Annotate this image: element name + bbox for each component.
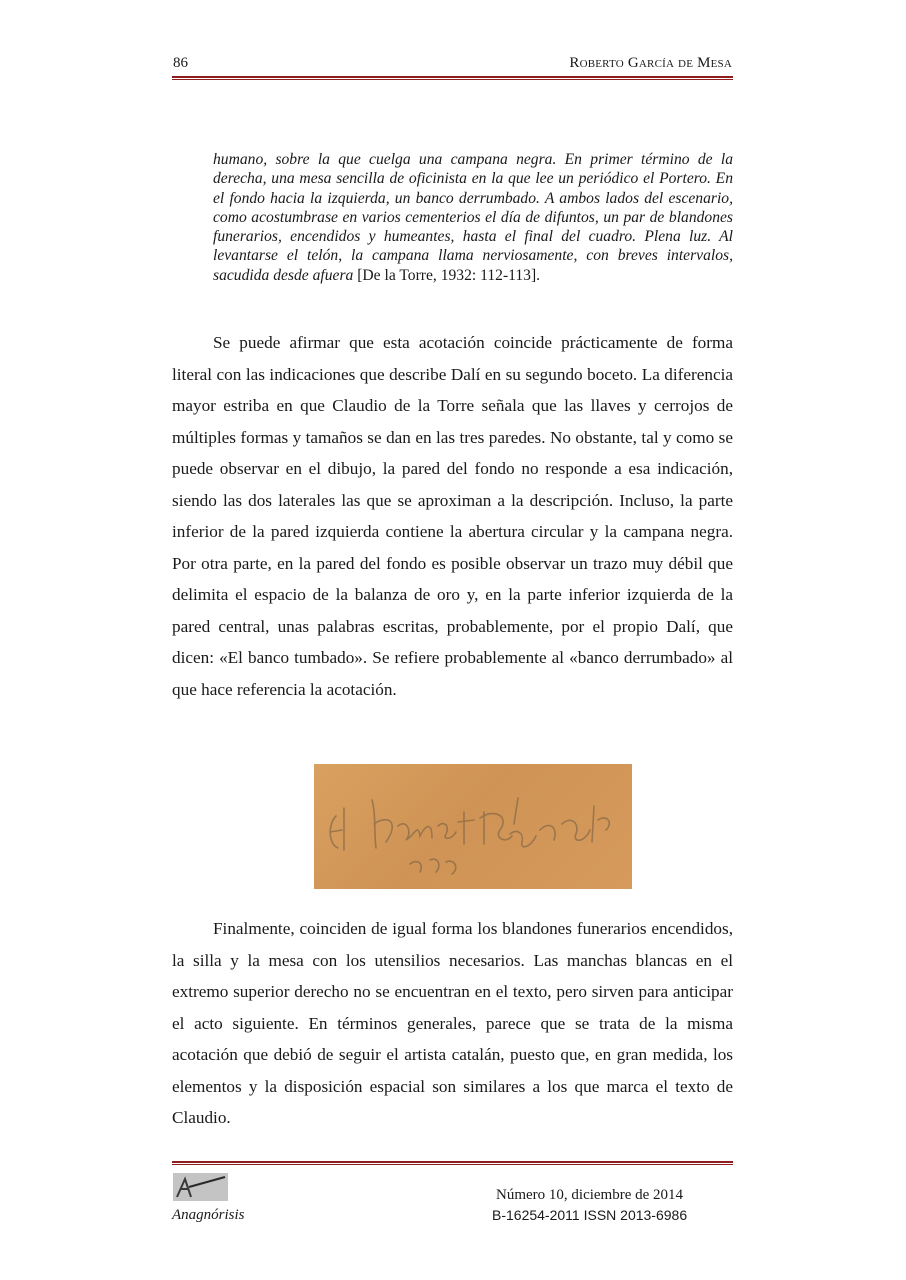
issue-info: Número 10, diciembre de 2014 xyxy=(496,1187,684,1203)
header-rule xyxy=(172,76,733,80)
handwriting-detail-image xyxy=(314,764,632,889)
journal-logo xyxy=(173,1173,228,1201)
quote-citation: [De la Torre, 1932: 112-113]. xyxy=(353,266,541,284)
handwriting-drawing xyxy=(314,764,632,889)
page-number: 86 xyxy=(173,55,188,71)
body-paragraph-2: Finalmente, coinciden de igual forma los blandones funerarios encendidos, la silla y la mesa con los utensilios necesarios. Las manchas blancas en el extremo superior derecho no se encuentran en el texto, pero sirven para anticipar el acto siguiente. En términos generales, parece que se trata de la misma acotación que debió de seguir el artista catalán, puesto que, en gran medida, los elementos y la disposición espacial son similares a los que marca el texto de Claudio. xyxy=(172,919,733,1127)
quote-italic-text: humano, sobre la que cuelga una campana negra. En primer término de la derecha, una mesa sencilla de oficinista en la que lee un periódico el Portero. En el fondo hacia la izquierda, un banco derrumbado. A ambos lados del escenario, como acostumbrase en varios cementerios el día de difuntos, un par de blandones funerarios, encendidos y humeantes, hasta el final del cuadro. Plena luz. Al levantarse el telón, la campana llama nerviosamente, con breves intervalos, sacudida desde afuera xyxy=(213,151,733,284)
footer-rule xyxy=(172,1161,733,1165)
running-head-author: Roberto García de Mesa xyxy=(569,55,732,71)
block-quote xyxy=(213,150,733,285)
journal-name: Anagnórisis xyxy=(172,1207,245,1223)
body-paragraph-1: Se puede afirmar que esta acotación coincide prácticamente de forma literal con las indicaciones que describe Dalí en su segundo boceto. La diferencia mayor estriba en que Claudio de la Torre señala que las llaves y cerrojos de múltiples formas y tamaños se dan en las tres paredes. No obstante, tal y como se puede observar en el dibujo, la pared del fondo no responde a esa indicación, siendo las dos laterales las que se aproximan a la descripción. Incluso, la parte inferior de la pared izquierda contiene la abertura circular y la campana negra. Por otra parte, en la pared del fondo es posible observar un trazo muy débil que delimita el espacio de la balanza de oro y, en la parte inferior izquierda de la pared central, unas palabras escritas, probablemente, por el propio Dalí, que dicen: «El banco tumbado». Se refiere probablemente al «banco derrumbado» al que hace referencia la acotación. xyxy=(172,333,733,699)
issn-info: B-16254-2011 ISSN 2013-6986 xyxy=(492,1207,688,1223)
journal-logo-icon xyxy=(173,1173,228,1201)
